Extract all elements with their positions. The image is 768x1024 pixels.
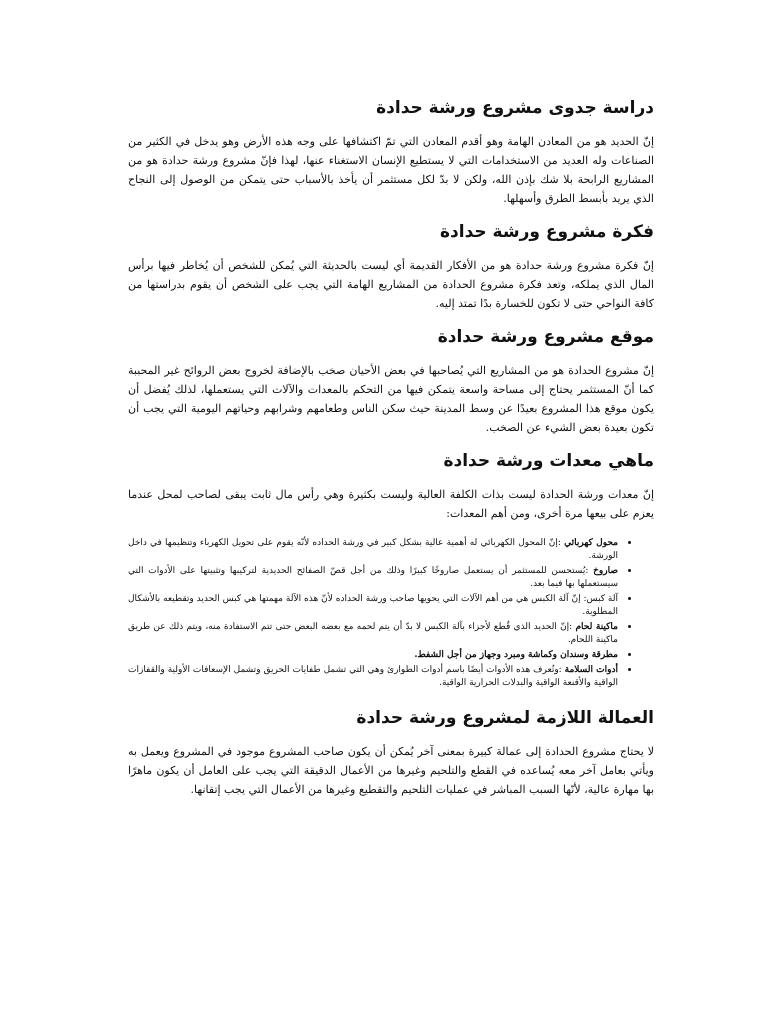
list-item (128, 662, 618, 690)
section-labor (128, 706, 654, 799)
item-text: :وتُعرف هذه الأدوات أيضًا باسم أدوات الطوارئ وهي التي تشمل طفايات الحريق وتشمل الإسعافات الأولية والقفازات الواقية والأقنعة الواقية والبدلات الحرارية الواقية. (128, 665, 618, 688)
item-term: مطرقة وسندان وكماشة ومبرد وجهاز من أجل الشفط. (414, 650, 618, 660)
item-text: :يُستحسن للمستثمر أن يستعمل صاروخًا كبيرًا وذلك من أجل قصّ الصفائح الحديدية لتركيبها وتثبيتها على الأدوات التي سيستعملها بها فيما بعد. (128, 566, 618, 589)
section-heading: ماهي معدات ورشة حدادة (443, 451, 654, 471)
list-item (128, 619, 618, 647)
list-item (128, 535, 618, 563)
item-text: :إنّ المحول الكهربائي له أهمية عالية بشكل كبير في ورشة الحداده لأنّه يقوم على تحويل الكهرباء وتنظيمها في داخل الورشة. (128, 538, 618, 561)
list-item (128, 591, 618, 619)
list-item (128, 563, 618, 591)
section-paragraph: إنّ مشروع الحدادة هو من المشاريع التي يُصاحبها في بعض الأحيان صخب بالإضافة لخروج بعض الروائح غير المحببة كما أنّ المستثمر يحتاج إلى مساحة واسعة يتمكن فيها من التحكم بالمعدات والآلات التي يستعملها، لذلك يُفضل أن يكون موقع هذا المشروع بعيدًا عن وسط المدينة حيث سكن الناس وطعامهم وشرابهم وحياتهم اليومية التي يجب أن تكون بعيدة بعض الشيء عن الصخب. (128, 364, 654, 434)
section-paragraph: إنّ معدات ورشة الحدادة ليست بذات الكلفة العالية وليست بكثيرة وهي رأس مال ثابت يبقى لصاحب لمحل عندما يعزم على بيعها مرة أخرى، ومن أهم المعدات: (128, 488, 654, 520)
list-item (128, 647, 618, 662)
section-heading: فكرة مشروع ورشة حدادة (439, 222, 654, 242)
item-term: أدوات السلامة (564, 665, 618, 675)
section-heading: موقع مشروع ورشة حدادة (437, 327, 654, 347)
section-idea (128, 220, 654, 313)
section-heading: دراسة جدوى مشروع ورشة حدادة (376, 98, 654, 118)
section-paragraph: لا يحتاج مشروع الحدادة إلى عمالة كبيرة بمعنى آخر يُمكن أن يكون صاحب المشروع موجود في المشروع ويعمل به ويأتي بعامل آخر معه يُساعده في القطع والتلحيم وغيرها من الأعمال الدقيقة التي يجب على العامل أن يكون ماهرًا بها مهارة عالية، لأنّها السبب المباشر في عمليات التلحيم والتقطيع وغيرها من الأعمال التي يجب إتقانها. (128, 745, 654, 796)
item-text: :إنّ الحديد الذي قُطع لأجزاء بآلة الكبس لا بدّ أن يتم لحمه مع بعضه البعض حتى تتم الاستفادة منه، ويتم ذلك عن طريق ماكينة اللحام. (128, 622, 618, 645)
item-text: آلة كبس: إنّ آلة الكبس هي من أهم الآلات التي يحويها صاحب ورشة الحداده لأنّ هذه الآلة مهمتها هي كبس الحديد وتقطيعه بالأشكال المطلوبة. (128, 594, 618, 617)
section-location (128, 325, 654, 437)
section-heading: العمالة اللازمة لمشروع ورشة حدادة (356, 708, 654, 728)
document-page (128, 96, 654, 811)
section-paragraph: إنّ الحديد هو من المعادن الهامة وهو أقدم المعادن التي تمّ اكتشافها على وجه هذه الأرض وهو يدخل في الكثير من الصناعات وله العديد من الاستخدامات التي لا يستطيع الإنسان الاستغناء عنها، لهذا فإنّ مشروع ورشة حدادة هو من المشاريع الرابحة بلا شك بإذن الله، ولكن لا بدّ لكل مستثمر أن يأخذ بالأسباب حتى يتمكن من الوصول إلى النجاح الذي يريد بأبسط الطرق وأسهلها. (128, 135, 654, 205)
item-term: صاروخ (593, 566, 618, 576)
equipment-list (128, 535, 654, 690)
section-paragraph: إنّ فكرة مشروع ورشة حدادة هو من الأفكار القديمة أي ليست بالحديثة التي يُمكن للشخص أن يُخاطر فيها برأس المال الذي يملكه، وتعد فكرة مشروع الحدادة من المشاريع الهامة التي يجب على الشخص أن يقوم بدراستها من كافة النواحي حتى لا تكون للخسارة بدًا تمتد إليه. (128, 259, 654, 310)
item-term: ماكينة لحام (575, 622, 618, 632)
section-study (128, 96, 654, 208)
section-equipment (128, 449, 654, 690)
item-term: محول كهربائي (564, 538, 618, 548)
